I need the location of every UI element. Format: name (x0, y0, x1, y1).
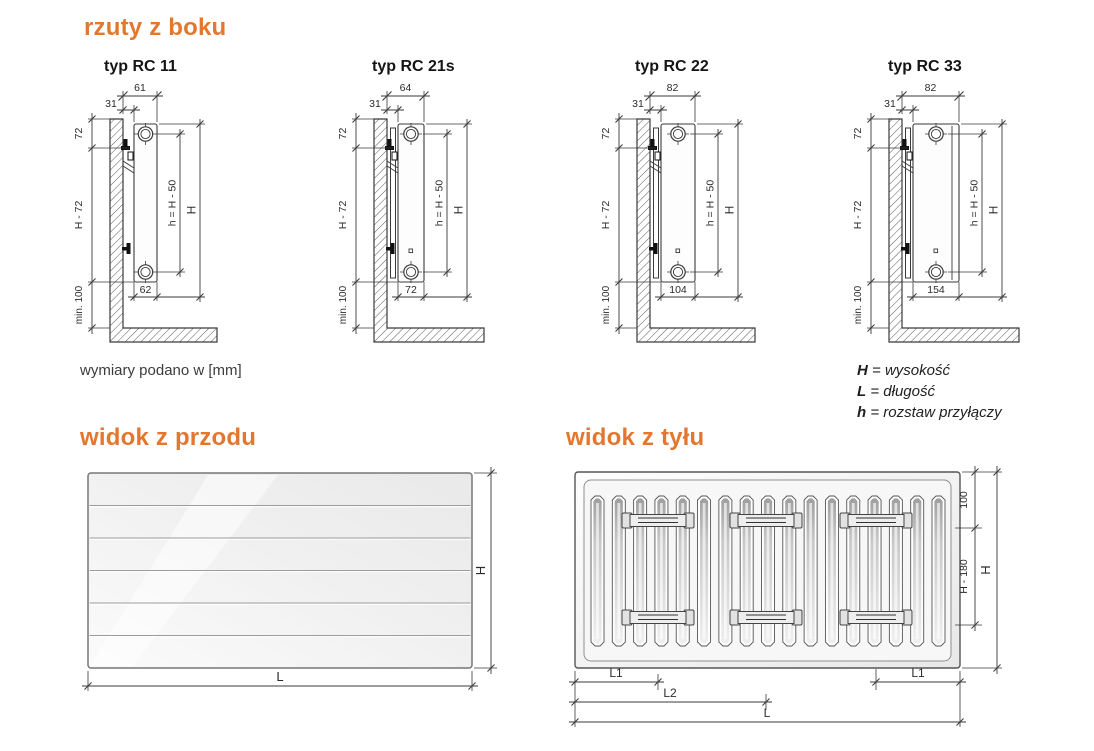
diagram-title-rc11: typ RC 11 (104, 58, 177, 75)
dim-label: 31 (369, 98, 381, 110)
dim-label: H (986, 205, 1001, 215)
dim-label: min. 100 (601, 285, 612, 325)
dim-label: L1 (609, 666, 623, 680)
rear-view-drawing (569, 466, 1002, 727)
dim-label: 31 (884, 98, 896, 110)
legend-symbol-h: h (857, 404, 867, 421)
dim-label: H - 72 (600, 200, 612, 230)
side-view-typ-rc-21s (337, 82, 484, 342)
dim-label: h = H - 50 (166, 179, 179, 227)
front-view-drawing (82, 467, 497, 691)
dim-label: 64 (399, 82, 412, 94)
dim-label: H - 180 (958, 559, 970, 594)
dim-label: 104 (669, 284, 687, 296)
dim-label: L2 (663, 686, 677, 700)
units-note: wymiary podano w [mm] (80, 362, 242, 379)
dim-label: 72 (73, 127, 85, 140)
dim-label: 31 (632, 98, 644, 110)
dim-label: h = H - 50 (704, 179, 717, 227)
dim-label: H (451, 205, 466, 215)
dim-label: L (763, 706, 771, 720)
dim-label: h = H - 50 (433, 179, 446, 227)
dim-label: H - 72 (852, 200, 864, 230)
dim-label: 82 (924, 82, 937, 94)
dim-label: 72 (405, 284, 417, 296)
side-view-typ-rc-33 (852, 82, 1019, 342)
dim-label: 154 (927, 284, 945, 296)
dim-label: H (722, 205, 737, 215)
legend-symbol-L: L (857, 383, 867, 400)
diagram-title-rc33: typ RC 33 (888, 58, 962, 75)
dim-label: min. 100 (74, 285, 85, 325)
dim-label: min. 100 (853, 285, 864, 325)
dim-label: 82 (666, 82, 679, 94)
dim-label: H - 72 (73, 200, 85, 230)
section-heading-side-views: rzuty z boku (84, 14, 227, 41)
dim-label: H (184, 205, 199, 215)
diagram-title-rc21s: typ RC 21s (372, 58, 455, 75)
dim-label: L (276, 669, 284, 684)
dim-label: 72 (852, 127, 864, 140)
dim-label: H (978, 565, 993, 575)
dim-label: 61 (134, 82, 146, 94)
dim-label: L1 (911, 666, 925, 680)
section-heading-rear-view: widok z tyłu (566, 424, 705, 451)
dim-label: min. 100 (338, 285, 349, 325)
dim-label: H (473, 565, 488, 576)
dim-label: 72 (337, 127, 349, 140)
legend-definition-L: = długość (870, 383, 935, 400)
dim-label: 62 (139, 284, 152, 296)
legend-symbol-H: H (857, 362, 868, 379)
diagram-title-rc22: typ RC 22 (635, 58, 709, 75)
side-view-typ-rc-22 (600, 82, 755, 342)
legend-definition-h: = rozstaw przyłączy (870, 404, 1002, 421)
side-view-typ-rc-11 (73, 82, 217, 342)
legend-definition-H: = wysokość (872, 362, 950, 379)
dim-label: H - 72 (337, 200, 349, 230)
dim-label: 31 (105, 98, 117, 110)
section-heading-front-view: widok z przodu (80, 424, 257, 451)
dim-label: 72 (600, 127, 612, 140)
dim-label: h = H - 50 (968, 179, 981, 227)
dim-label: 100 (958, 491, 970, 509)
